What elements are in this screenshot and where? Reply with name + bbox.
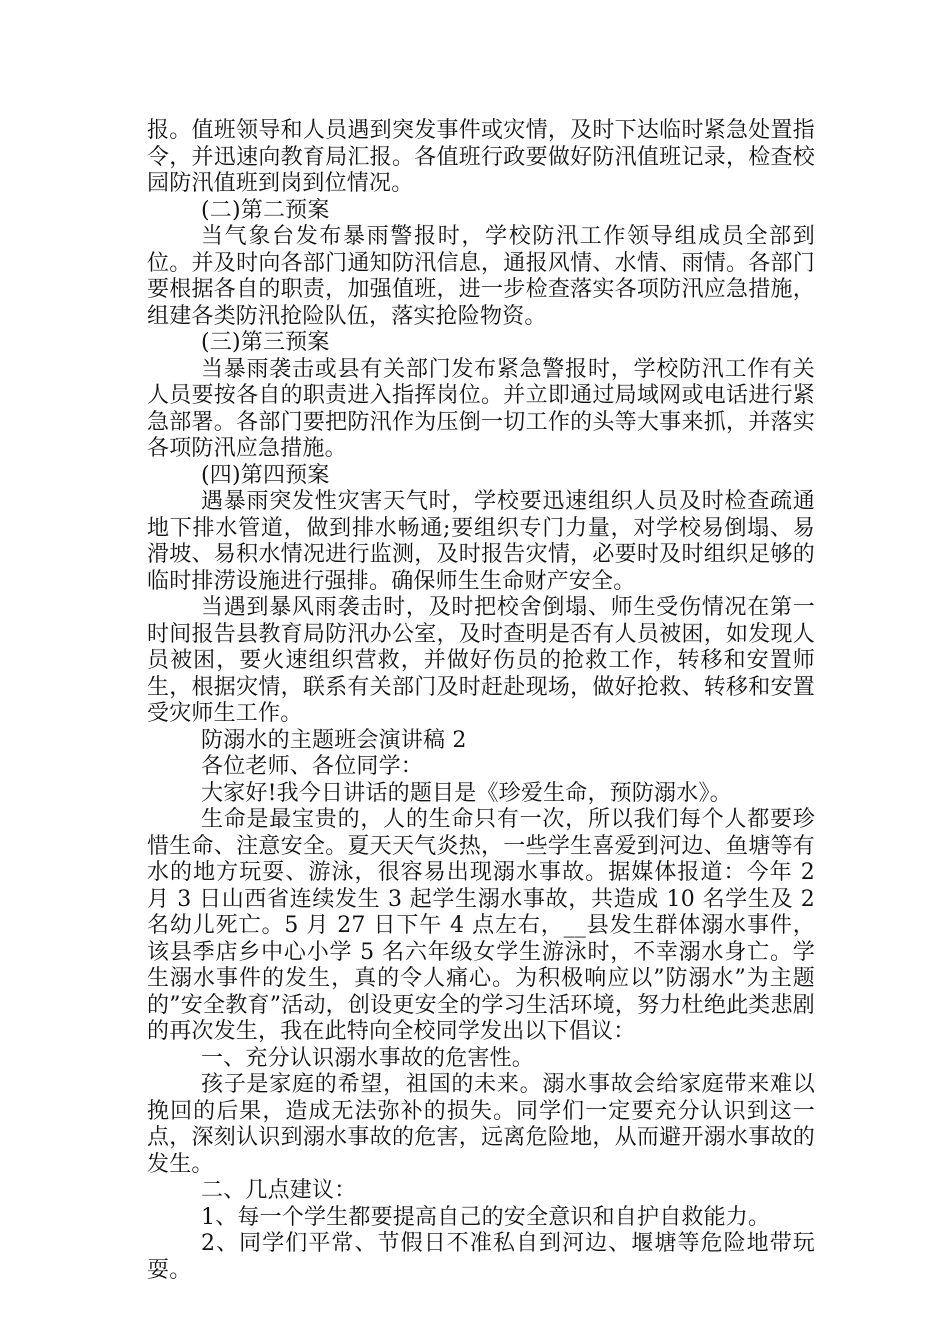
paragraph: 遇暴雨突发性灾害天气时，学校要迅速组织人员及时检查疏通地下排水管道，做到排水畅通;要组织专门力量，对学校易倒塌、易滑坡、易积水情况进行监测，及时报告灾情，必要时及时组织足够的临时排涝设施进行强排。确保师生生命财产安全。 bbox=[147, 489, 815, 594]
paragraph: (四)第四预案 bbox=[201, 462, 330, 488]
paragraph: 当暴雨袭击或县有关部门发布紧急警报时，学校防汛工作有关人员要按各自的职责进入指挥岗位。并立即通过局域网或电话进行紧急部署。各部门要把防汛作为压倒一切工作的头等大事来抓，并落实各项防汛应急措施。 bbox=[147, 356, 815, 461]
paragraph: (三)第三预案 bbox=[201, 330, 330, 355]
paragraph: 各位老师、各位同学： bbox=[201, 754, 424, 779]
paragraph: 防溺水的主题班会演讲稿 2 bbox=[201, 727, 467, 753]
paragraph: 报。值班领导和人员遇到突发事件或灾情，及时下达临时紧急处置指令，并迅速向教育局汇报。各值班行政要做好防汛值班记录，检查校园防汛值班到岗到位情况。 bbox=[147, 118, 815, 196]
paragraph: (二)第二预案 bbox=[201, 197, 330, 223]
paragraph: 大家好!我今日讲话的题目是《珍爱生命，预防溺水》。 bbox=[201, 780, 732, 806]
paragraph: 孩子是家庭的希望，祖国的未来。溺水事故会给家庭带来难以挽回的后果，造成无法弥补的损失。同学们一定要充分认识到这一点，深刻认识到溺水事故的危害，远离危险地，从而避开溺水事故的发生。 bbox=[147, 1072, 815, 1177]
paragraph: 一、充分认识溺水事故的危害性。 bbox=[201, 1045, 535, 1071]
paragraph: 生命是最宝贵的，人的生命只有一次，所以我们每个人都要珍惜生命、注意安全。夏天天气炎热，一些学生喜爱到河边、鱼塘等有水的地方玩耍、游泳，很容易出现溺水事故。据媒体报道：今年 2 月 3 日山西省连续发生 3 起学生溺水事故，共造成 10 名学生及 2 名幼儿死亡。5 月 27 日下午 4 点左右，__县发生群体溺水事件，该县季店乡中心小学 5 名六年级女学生游泳时，不幸溺水身亡。学生溺水事件的发生，真的令人痛心。为积极响应以”防溺水”为主题的”安全教育”活动，创设更安全的学习生活环境，努力杜绝此类悲剧的再次发生，我在此特向全校同学发出以下倡议： bbox=[147, 807, 815, 1044]
document-body bbox=[147, 118, 815, 1284]
paragraph: 2、同学们平常、节假日不准私自到河边、堰塘等危险地带玩耍。 bbox=[147, 1231, 815, 1283]
paragraph: 当遇到暴风雨袭击时，及时把校舍倒塌、师生受伤情况在第一时间报告县教育局防汛办公室，及时查明是否有人员被困，如发现人员被困，要火速组织营救，并做好伤员的抢救工作，转移和安置师生，根据灾情，联系有关部门及时赶赴现场，做好抢救、转移和安置受灾师生工作。 bbox=[147, 595, 815, 726]
paragraph: 二、几点建议： bbox=[201, 1178, 357, 1203]
paragraph: 1、每一个学生都要提高自己的安全意识和自护自救能力。 bbox=[201, 1204, 771, 1230]
paragraph: 当气象台发布暴雨警报时，学校防汛工作领导组成员全部到位。并及时向各部门通知防汛信息，通报风情、水情、雨情。各部门要根据各自的职责，加强值班，进一步检查落实各项防汛应急措施，组建各类防汛抢险队伍，落实抢险物资。 bbox=[147, 224, 815, 329]
